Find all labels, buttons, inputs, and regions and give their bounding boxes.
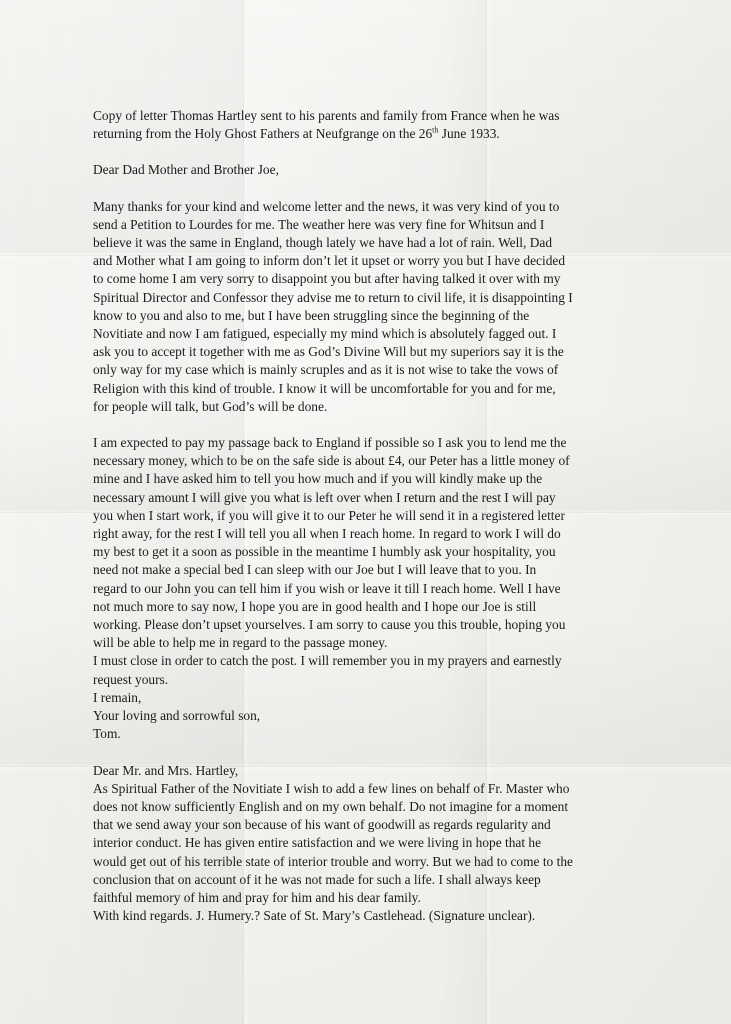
- intro-note: [93, 107, 653, 143]
- paragraph-1: Many thanks for your kind and welcome letter and the news, it was very kind of you to send a Petition to Lourdes for me. The weather here was very fine for Whitsun and I believe it was the same in England, though lately we have had a lot of rain. Well, Dad and Mother what I am going to inform don’t let it upset or worry you but I have decided to come home I am very sorry to disappoint you but after having talked it over with my Spiritual Director and Confessor they advise me to return to civil life, it is disappointing I know to you and also to me, but I have been struggling since the beginning of the Novitiate and now I am fatigued, especially my mind which is absolutely fagged out. I ask you to accept it together with me as God’s Divine Will but my superiors say it is the only way for my case which is mainly scruples and as it is not wise to take the vows of Religion with this kind of trouble. I know it will be uncomfortable for you and for me, for people will talk, but God’s will be done.: [93, 198, 573, 414]
- paragraph-3: As Spiritual Father of the Novitiate I wish to add a few lines on behalf of Fr. Master who does not know sufficiently English and on my own behalf. Do not imagine for a moment that we send away your son because of his want of goodwill as regards regularity and interior conduct. He has given entire satisfaction and we were living in hope that he would get out of his terrible state of interior trouble and worry. But we had to come to the conclusion that on account of it he was not made for such a life. I shall always keep faithful memory of him and pray for him and his dear family. With kind regards. J. Humery.? Sate of St. Mary’s Castlehead. (Signature unclear).: [93, 780, 573, 924]
- letter-body: [93, 107, 653, 925]
- intro-date-rest: June 1933.: [438, 126, 500, 142]
- intro-text: Copy of letter Thomas Hartley sent to his parents and family from France when he was returning from the Holy Ghost Fathers at Neufgrange on the 26: [93, 108, 560, 142]
- intro-date-suffix: th: [432, 125, 439, 135]
- paragraph-2: I am expected to pay my passage back to England if possible so I ask you to lend me the necessary money, which to be on the safe side is about £4, our Peter has a little money of mine and I have asked him to tell you how much and if you will kindly make up the necessary amount I will give you what is left over when I return and the rest I will pay you when I start work, if you will give it to our Peter he will send it in a registered letter right away, for the rest I will tell you all when I reach home. In regard to work I will do my best to get it a soon as possible in the meantime I humbly ask your hospitality, you need not make a special bed I can sleep with our Joe but I will leave that to you. In regard to our John you can tell him if you wish or leave it till I reach home. Well I have not much more to say now, I hope you are in good health and I hope our Joe is still working. Please don’t upset yourselves. I am sorry to cause you this trouble, hoping you will be able to help me in regard to the passage money. I must close in order to catch the post. I will remember you in my prayers and earnestly request yours. I remain, Your loving and sorrowful son, Tom.: [93, 435, 570, 742]
- salutation: Dear Dad Mother and Brother Joe,: [93, 162, 279, 178]
- salutation-2: Dear Mr. and Mrs. Hartley,: [93, 762, 239, 778]
